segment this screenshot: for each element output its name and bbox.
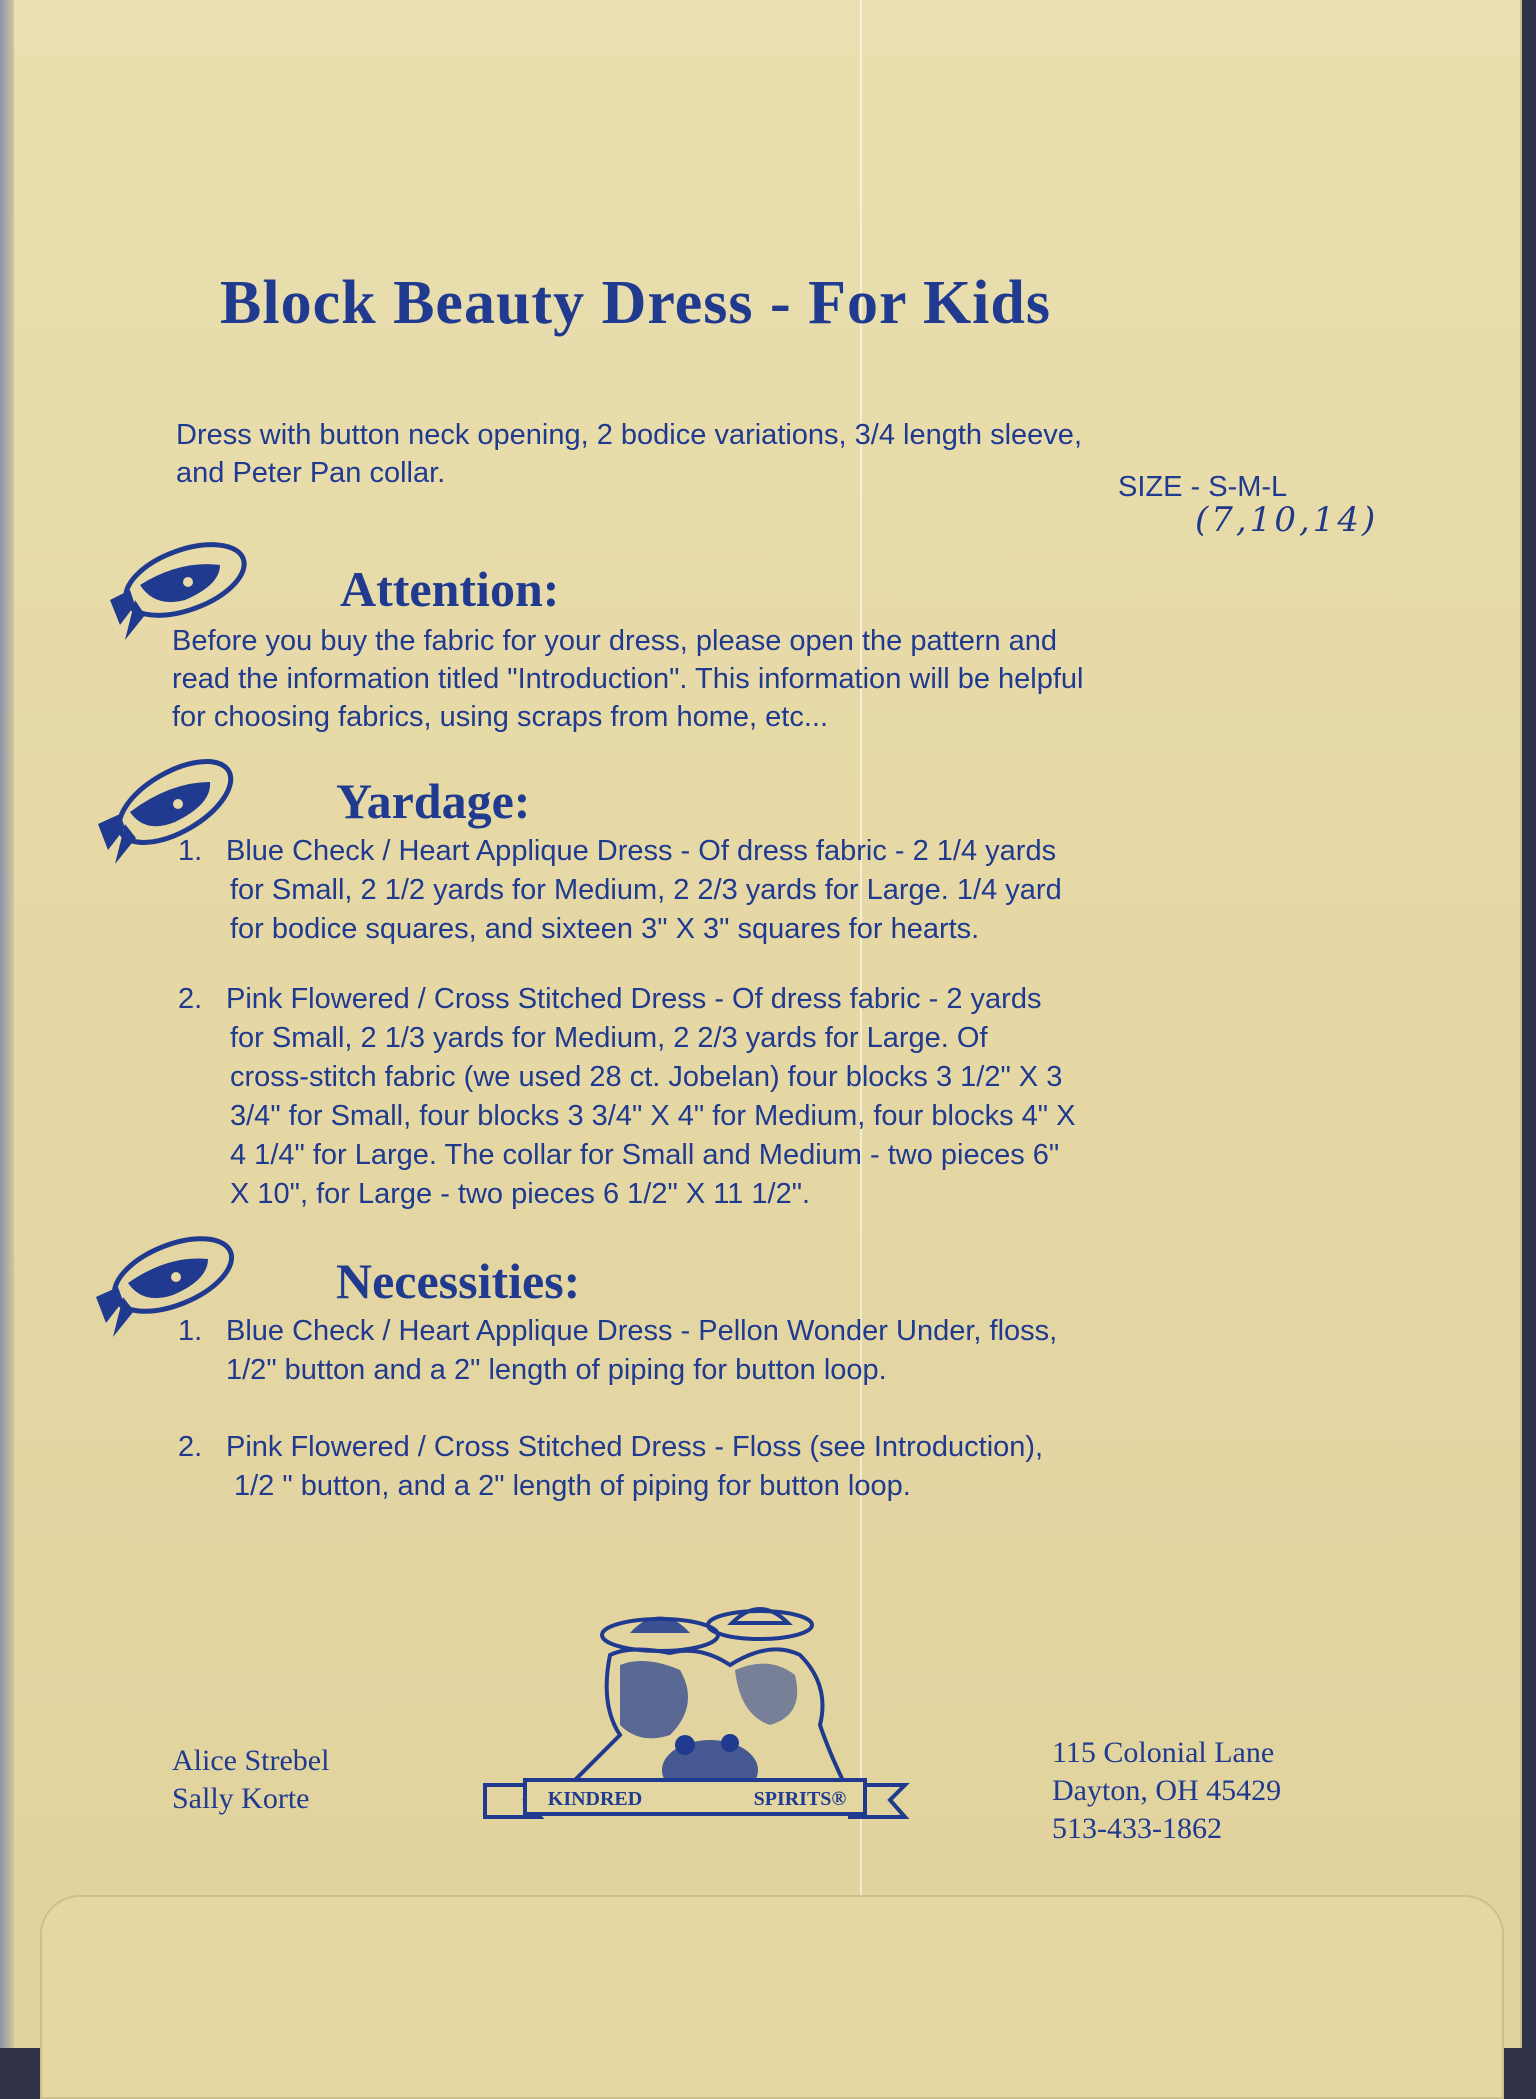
kindred-spirits-logo [470,1595,920,1845]
item-line: Blue Check / Heart Applique Dress - Pellon Wonder Under, floss, [226,1315,1058,1347]
item-line: X 10", for Large - two pieces 6 1/2" X 11 1/2". [230,1178,811,1210]
item-number: 2. [178,983,203,1015]
yardage-item [178,980,1076,1214]
item-number: 2. [178,1431,203,1463]
size-label: SIZE - S-M-L [1118,471,1288,503]
attention-heading: Attention: [340,561,560,617]
designers [172,1742,329,1818]
logo-banner-right: SPIRITS® [753,1788,847,1810]
item-line: Pink Flowered / Cross Stitched Dress - Of dress fabric - 2 yards [226,983,1042,1015]
hat-icon [90,752,240,872]
yardage-item [178,832,1062,949]
necessities-item [178,1312,1058,1390]
address-block [1052,1734,1281,1848]
address-street: 115 Colonial Lane [1052,1736,1275,1769]
attention-line: read the information titled "Introduction". This information will be helpful [172,663,1084,695]
item-number: 1. [178,835,203,867]
designer-name: Alice Strebel [172,1744,330,1777]
item-number: 1. [178,1315,203,1347]
description [176,416,1082,492]
item-line: for bodice squares, and sixteen 3" X 3" squares for hearts. [230,913,980,945]
necessities-heading: Necessities: [336,1253,581,1309]
item-line: 3/4" for Small, four blocks 3 3/4" X 4" for Medium, four blocks 4" X [230,1100,1076,1132]
item-line: 4 1/4" for Large. The collar for Small and Medium - two pieces 6" [230,1139,1060,1171]
pattern-title: Block Beauty Dress - For Kids [220,269,1052,337]
logo-banner-left: KINDRED [547,1788,643,1810]
attention-line: for choosing fabrics, using scraps from home, etc... [172,701,828,733]
necessities-item [178,1428,1044,1506]
description-line: and Peter Pan collar. [176,457,446,489]
designer-name: Sally Korte [172,1782,310,1815]
address-phone: 513-433-1862 [1052,1812,1222,1845]
envelope-edge [0,0,14,2048]
item-line: 1/2" button and a 2" length of piping for button loop. [226,1354,887,1386]
item-line: cross-stitch fabric (we used 28 ct. Jobelan) four blocks 3 1/2" X 3 [230,1061,1063,1093]
item-line: Pink Flowered / Cross Stitched Dress - Floss (see Introduction), [226,1431,1044,1463]
item-line: 1/2 " button, and a 2" length of piping for button loop. [234,1470,911,1502]
yardage-heading: Yardage: [336,773,531,829]
size-handwritten-note: (7,10,14) [1195,500,1379,540]
item-line: for Small, 2 1/2 yards for Medium, 2 2/3 yards for Large. 1/4 yard [230,874,1062,906]
description-line: Dress with button neck opening, 2 bodice variations, 3/4 length sleeve, [176,419,1082,451]
attention-line: Before you buy the fabric for your dress, please open the pattern and [172,625,1058,657]
attention-text [172,622,1083,736]
item-line: Blue Check / Heart Applique Dress - Of dress fabric - 2 1/4 yards [226,835,1057,867]
item-line: for Small, 2 1/3 yards for Medium, 2 2/3 yards for Large. Of [230,1022,988,1054]
envelope-flap [40,1895,1504,2099]
hat-icon [88,1225,238,1345]
address-city: Dayton, OH 45429 [1052,1774,1282,1807]
